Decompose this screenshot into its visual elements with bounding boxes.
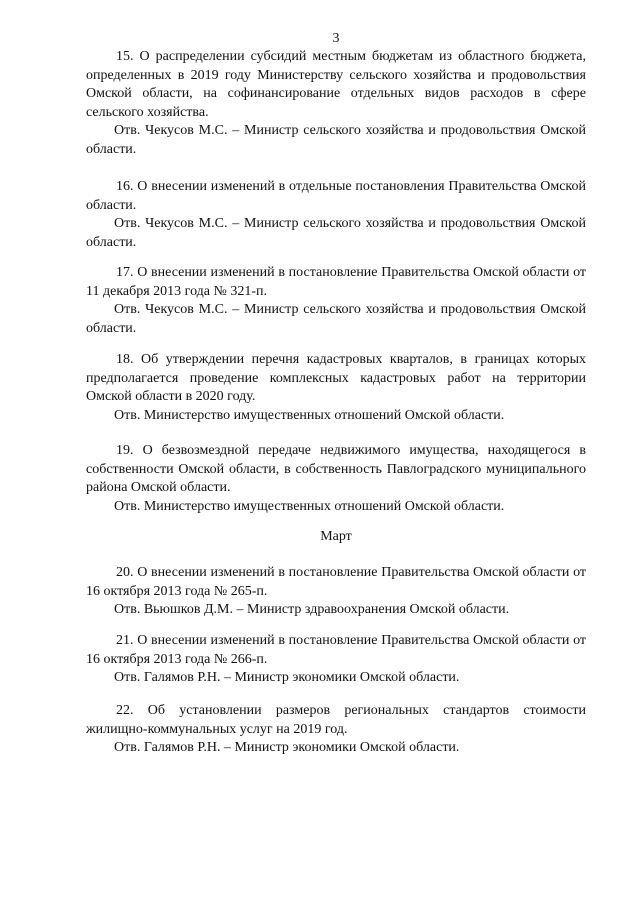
item-responsible: Отв. Галямов Р.Н. – Министр экономики Омской области.: [114, 740, 460, 756]
item-responsible: Отв. Министерство имущественных отношений Омской области.: [114, 407, 505, 423]
agenda-item-22: [86, 702, 586, 758]
item-title: 15. О распределении субсидий местным бюджетам из областного бюджета, определенных в 2019 году Министерству сельского хозяйства и продовольствия Омской области, на софинансирование отдельных видов расходов в сфере сельского хозяйства.: [86, 49, 586, 120]
item-title: 21. О внесении изменений в постановление Правительства Омской области от 16 октября 2013 года № 266-п.: [86, 633, 586, 667]
item-responsible: Отв. Чекусов М.С. – Министр сельского хозяйства и продовольствия Омской области.: [86, 123, 586, 157]
item-title: 17. О внесении изменений в постановление Правительства Омской области от 11 декабря 2013 года № 321-п.: [86, 265, 586, 299]
item-responsible: Отв. Министерство имущественных отношений Омской области.: [114, 498, 505, 514]
agenda-item-20: [86, 564, 586, 620]
agenda-item-21: [86, 632, 586, 688]
agenda-item-17: [86, 264, 586, 338]
item-responsible: Отв. Вьюшков Д.М. – Министр здравоохранения Омской области.: [114, 602, 510, 618]
item-responsible: Отв. Чекусов М.С. – Министр сельского хозяйства и продовольствия Омской области.: [86, 302, 586, 336]
item-responsible: Отв. Чекусов М.С. – Министр сельского хозяйства и продовольствия Омской области.: [86, 216, 586, 250]
item-title: 19. О безвозмездной передаче недвижимого имущества, находящегося в собственности Омской области, в собственность Павлоградского муниципального района Омской области.: [86, 443, 586, 496]
agenda-item-15: [86, 48, 586, 160]
item-responsible: Отв. Галямов Р.Н. – Министр экономики Омской области.: [114, 670, 460, 686]
month-heading: Март: [320, 529, 352, 544]
page-number: 3: [332, 31, 340, 46]
agenda-item-18: [86, 351, 586, 425]
item-title: 22. Об установлении размеров региональных стандартов стоимости жилищно-коммунальных услуг на 2019 год.: [86, 703, 586, 737]
item-title: 16. О внесении изменений в отдельные постановления Правительства Омской области.: [86, 179, 586, 213]
item-title: 20. О внесении изменений в постановление Правительства Омской области от 16 октября 2013 года № 265-п.: [86, 565, 586, 599]
agenda-item-19: [86, 442, 586, 516]
item-title: 18. Об утверждении перечня кадастровых кварталов, в границах которых предполагается проведение комплексных кадастровых работ на территории Омской области в 2020 году.: [86, 352, 586, 405]
agenda-item-16: [86, 178, 586, 252]
